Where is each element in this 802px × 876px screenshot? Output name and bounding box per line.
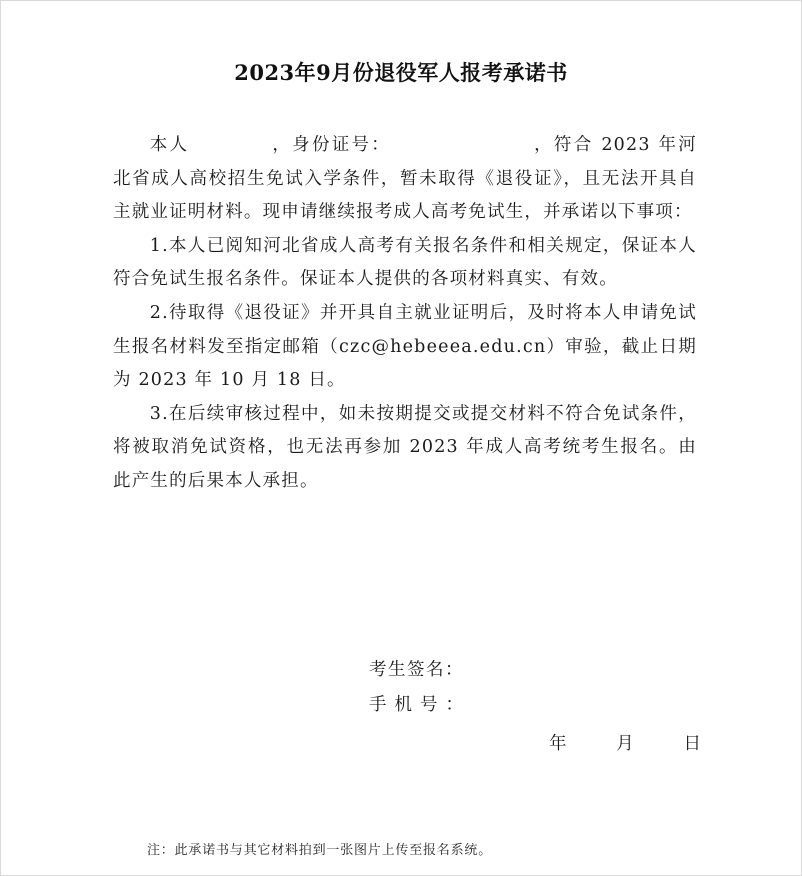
intro-paragraph	[113, 129, 697, 230]
date-month: 月	[616, 734, 634, 754]
signature-phone-label: 手机号：	[369, 695, 471, 715]
date-line	[549, 730, 701, 755]
document-body	[113, 129, 697, 499]
footnote: 注：此承诺书与其它材料拍到一张图片上传至报名系统。	[147, 843, 493, 858]
id-label: ，身份证号：	[271, 135, 392, 155]
date-day: 日	[683, 734, 701, 754]
signature-name-label: 考生签名：	[369, 660, 464, 680]
item-1: 1.本人已阅知河北省成人高考有关报名条件和相关规定，保证本人符合免试生报名条件。保证本人提供的各项材料真实、有效。	[113, 235, 697, 290]
item-3: 3.在后续审核过程中，如未按期提交或提交材料不符合免试条件，将被取消免试资格，也无法再参加 2023 年成人高考统考生报名。由此产生的后果本人承担。	[113, 403, 697, 491]
date-year: 年	[549, 734, 567, 754]
intro-prefix: 本人	[149, 135, 190, 155]
document-title: 2023年9月份退役军人报考承诺书	[234, 60, 568, 85]
item-2: 2.待取得《退役证》并开具自主就业证明后，及时将本人申请免试生报名材料发至指定邮箱（czc@hebeeea.edu.cn）审验，截止日期为 2023 年 10 月 18 日。	[113, 302, 697, 391]
intro-text: ，符合 2023 年河北省成人高校招生免试入学条件，暂未取得《退役证》，且无法开具自主就业证明材料。现申请继续报考成人高考免试生，并承诺以下事项：	[113, 135, 697, 223]
